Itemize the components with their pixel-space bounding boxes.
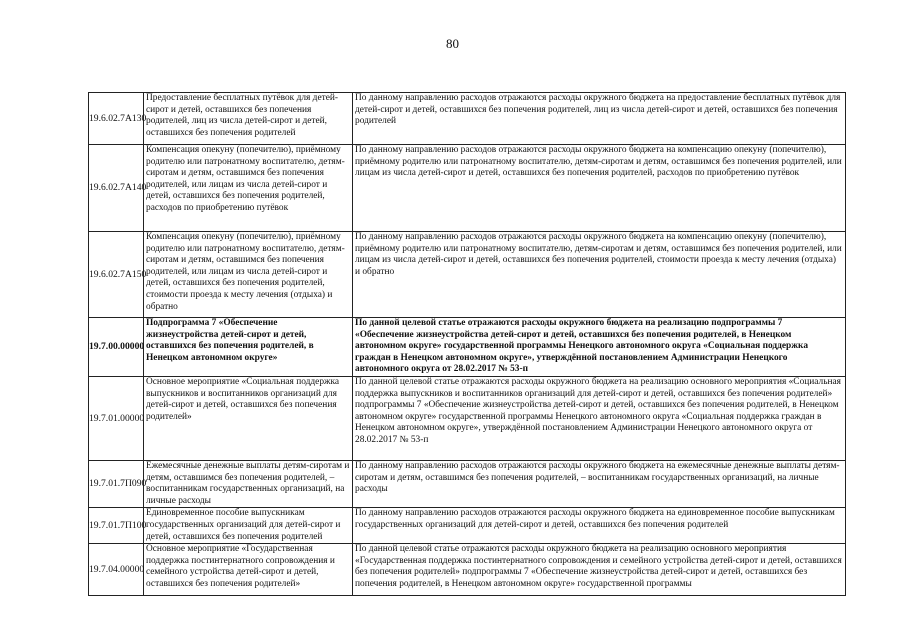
row-description: По данному направлению расходов отражаются расходы окружного бюджета на компенсацию опекуну (попечителю), приёмному родителю или патронатному воспитателю, детям-сиротам и детям, оставшимся без попечения родителей, или лицам из числа детей-сирот и детей, оставшихся без попечения родителей, расходов по приобретению путёвок bbox=[353, 145, 846, 232]
row-code: 19.7.01.7П090 bbox=[89, 460, 144, 507]
row-code: 19.6.02.7А130 bbox=[89, 93, 144, 145]
row-name: Основное мероприятие «Социальная поддержка выпускников и воспитанников организаций для детей-сирот и детей, оставшихся без попечения родителей» bbox=[144, 376, 353, 460]
row-name: Компенсация опекуну (попечителю), приёмному родителю или патронатному воспитателю, детям-сиротам и детям, оставшимся без попечения родителей, или лицам из числа детей-сирот и детей, оставшихся без попечения родителей, стоимости проезда к месту лечения (отдыха) и обратно bbox=[144, 232, 353, 318]
page-number: 80 bbox=[446, 36, 459, 51]
table-row bbox=[89, 145, 846, 232]
table-row bbox=[89, 376, 846, 460]
table-row bbox=[89, 93, 846, 145]
row-description: По данному направлению расходов отражаются расходы окружного бюджета на компенсацию опекуну (попечителю), приёмному родителю или патронатному воспитателю, детям-сиротам и детям, оставшимся без попечения родителей, или лицам из числа детей-сирот и детей, оставшихся без попечения родителей, стоимости проезда к месту лечения (отдыха) и обратно bbox=[353, 232, 846, 318]
row-code: 19.7.00.00000 bbox=[89, 318, 144, 377]
row-name: Единовременное пособие выпускникам государственных организаций для детей-сирот и детей, оставшихся без попечения родителей bbox=[144, 508, 353, 544]
row-name: Основное мероприятие «Государственная поддержка постинтернатного сопровождения и семейного устройства детей-сирот и детей, оставшихся без попечения родителей» bbox=[144, 544, 353, 596]
table-row bbox=[89, 318, 846, 377]
row-description: По данному направлению расходов отражаются расходы окружного бюджета на ежемесячные денежные выплаты детям-сиротам и детям, оставшимся без попечения родителей, – воспитанникам государственных организаций, на личные расходы bbox=[353, 460, 846, 507]
row-name: Компенсация опекуну (попечителю), приёмному родителю или патронатному воспитателю, детям-сиротам и детям, оставшимся без попечения родителей, или лицам из числа детей-сирот и детей, оставшихся без попечения родителей, расходов по приобретению путёвок bbox=[144, 145, 353, 232]
table-row bbox=[89, 544, 846, 596]
row-code: 19.7.01.00000 bbox=[89, 376, 144, 460]
row-name: Подпрограмма 7 «Обеспечение жизнеустройства детей-сирот и детей, оставшихся без попечения родителей, в Ненецком автономном округе» bbox=[144, 318, 353, 377]
budget-classification-table bbox=[88, 92, 846, 596]
row-description: По данному направлению расходов отражаются расходы окружного бюджета на предоставление бесплатных путёвок для детей-сирот и детей, оставшихся без попечения родителей, лиц из числа детей-сирот и детей, оставшихся без попечения родителей bbox=[353, 93, 846, 145]
row-description: По данной целевой статье отражаются расходы окружного бюджета на реализацию основного мероприятия «Социальная поддержка выпускников и воспитанников организаций для детей-сирот и детей, оставшихся без попечения родителей» подпрограммы 7 «Обеспечение жизнеустройства детей-сирот и детей, оставшихся без попечения родителей, в Ненецком автономном округе» государственной программы Ненецкого автономного округа «Социальная поддержка граждан в Ненецком автономном округе», утверждённой постановлением Администрации Ненецкого автономного округа от 28.02.2017 № 53-п bbox=[353, 376, 846, 460]
row-name: Ежемесячные денежные выплаты детям-сиротам и детям, оставшимся без попечения родителей, – воспитанникам государственных организаций, на личные расходы bbox=[144, 460, 353, 507]
row-code: 19.7.01.7П100 bbox=[89, 508, 144, 544]
table-row bbox=[89, 232, 846, 318]
row-description: По данной целевой статье отражаются расходы окружного бюджета на реализацию основного мероприятия «Государственная поддержка постинтернатного сопровождения и семейного устройства детей-сирот и детей, оставшихся без попечения родителей» подпрограммы 7 «Обеспечение жизнеустройства детей-сирот и детей, оставшихся без попечения родителей, в Ненецком автономном округе» государственной программы bbox=[353, 544, 846, 596]
row-description: По данному направлению расходов отражаются расходы окружного бюджета на единовременное пособие выпускникам государственных организаций для детей-сирот и детей, оставшихся без попечения родителей bbox=[353, 508, 846, 544]
row-code: 19.7.04.00000 bbox=[89, 544, 144, 596]
table-row bbox=[89, 508, 846, 544]
table-row bbox=[89, 460, 846, 507]
row-code: 19.6.02.7А140 bbox=[89, 145, 144, 232]
row-name: Предоставление бесплатных путёвок для детей-сирот и детей, оставшихся без попечения родителей, лиц из числа детей-сирот и детей, оставшихся без попечения родителей bbox=[144, 93, 353, 145]
row-code: 19.6.02.7А150 bbox=[89, 232, 144, 318]
row-description: По данной целевой статье отражаются расходы окружного бюджета на реализацию подпрограммы 7 «Обеспечение жизнеустройства детей-сирот и детей, оставшихся без попечения родителей, в Ненецком автономном округе» государственной программы Ненецкого автономного округа «Социальная поддержка граждан в Ненецком автономном округе», утверждённой постановлением Администрации Ненецкого автономного округа от 28.02.2017 № 53-п bbox=[353, 318, 846, 377]
